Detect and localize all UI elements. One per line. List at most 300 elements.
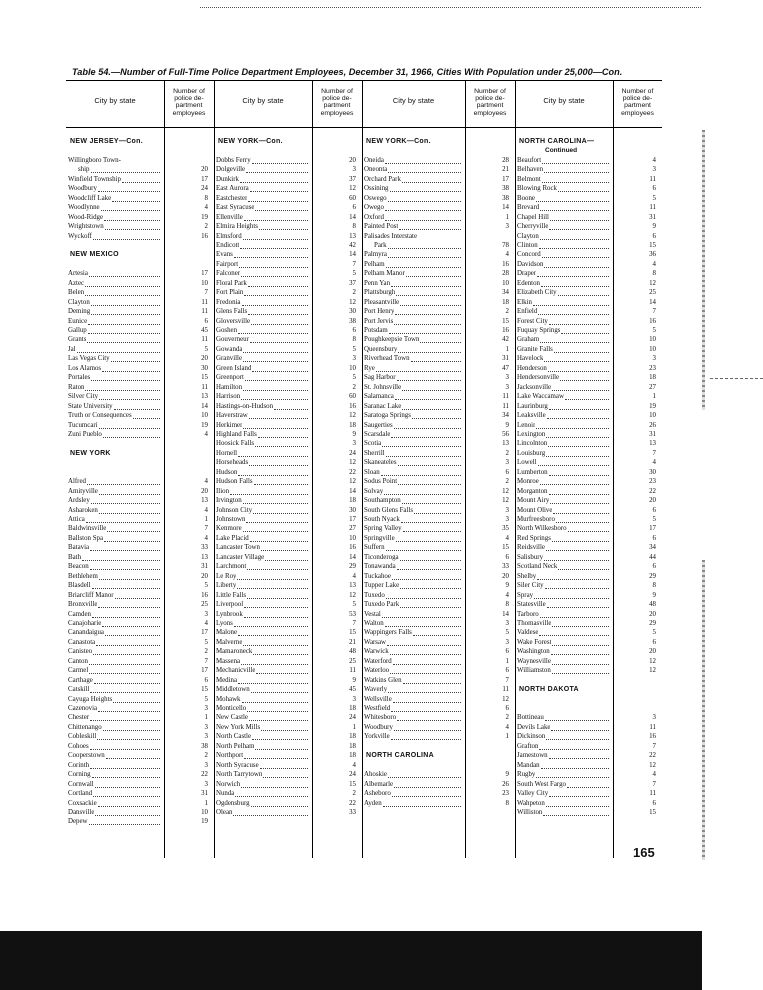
dot-leader <box>244 600 308 608</box>
employee-count: 1 <box>505 345 509 353</box>
employee-count: 14 <box>201 402 208 410</box>
city-name: Southampton <box>364 497 401 505</box>
dot-leader <box>391 704 461 712</box>
dot-leader <box>247 591 308 599</box>
table-row <box>362 572 515 581</box>
city-name: Draper <box>517 270 537 278</box>
dot-leader <box>394 421 461 429</box>
city-name: Hudson <box>216 468 238 476</box>
dot-leader <box>243 232 308 240</box>
dot-leader <box>238 676 308 684</box>
city-name: Canisteo <box>68 648 93 656</box>
dot-leader <box>92 610 160 618</box>
dot-leader <box>248 307 308 315</box>
city-name: Falconer <box>216 270 241 278</box>
city-name: Amityville <box>68 487 98 495</box>
column-header-number <box>613 88 662 117</box>
city-name: Sodus Point <box>364 478 398 486</box>
table-row <box>515 184 662 193</box>
dot-leader <box>545 581 609 589</box>
employee-count: 31 <box>502 355 509 363</box>
city-name: Queensbury <box>364 345 398 353</box>
dot-leader <box>565 392 609 400</box>
city-name: Devils Lake <box>517 723 551 731</box>
city-name: Hoosick Falls <box>216 440 255 448</box>
employee-count: 24 <box>349 449 356 457</box>
table-row <box>515 402 662 411</box>
column-header-line: employees <box>473 109 507 117</box>
dot-leader <box>391 430 461 438</box>
city-name: Salisbury <box>517 553 544 561</box>
table-row <box>66 307 214 316</box>
employee-count: 19 <box>201 421 208 429</box>
employee-count: 22 <box>649 752 656 760</box>
city-name: Williston <box>517 808 543 816</box>
dot-leader <box>552 534 609 542</box>
dot-leader <box>243 383 308 391</box>
city-name: St. Johnsville <box>364 383 402 391</box>
employee-count: 9 <box>505 421 509 429</box>
city-name: North Syracuse <box>216 761 259 769</box>
employee-count: 4 <box>505 251 509 259</box>
city-name: Palmyra <box>364 251 387 259</box>
spacer-row <box>66 146 214 155</box>
employee-count: 11 <box>201 336 208 344</box>
dot-leader <box>106 751 160 759</box>
dot-leader <box>393 657 461 665</box>
city-name: Potsdam <box>364 327 388 334</box>
table-row <box>515 628 662 637</box>
employee-count: 35 <box>502 525 509 533</box>
state-heading <box>515 146 662 155</box>
city-name: Tupper Lake <box>364 582 400 590</box>
dot-leader <box>90 685 160 693</box>
table-row <box>515 335 662 344</box>
employee-count: 5 <box>652 194 656 202</box>
city-name: Floral Park <box>216 279 247 287</box>
employee-count: 18 <box>349 497 356 505</box>
employee-count: 33 <box>502 563 509 571</box>
table-row <box>362 222 515 231</box>
employee-count: 6 <box>352 327 356 334</box>
city-name: Scotland Neck <box>517 563 558 571</box>
table-row <box>362 260 515 269</box>
dot-leader <box>549 487 609 495</box>
table-row <box>214 439 362 448</box>
employee-count: 8 <box>352 336 356 344</box>
employee-count: 15 <box>502 544 509 552</box>
city-name: Port Jervis <box>364 317 394 325</box>
dot-leader <box>253 647 308 655</box>
dot-leader <box>122 175 160 183</box>
city-name: Norwich <box>216 780 241 788</box>
city-name: Baldwinsville <box>68 525 107 533</box>
dot-leader <box>388 165 461 173</box>
city-name: Walton <box>364 619 384 627</box>
city-name: Orchard Park <box>364 175 401 183</box>
city-name: Reidsville <box>517 544 545 552</box>
employee-count: 10 <box>201 412 208 420</box>
dot-leader <box>536 421 609 429</box>
city-name: Los Alamos <box>68 364 102 372</box>
dot-leader <box>389 326 461 334</box>
city-name: Spring Valley <box>364 525 402 533</box>
city-name: Wake Forest <box>517 638 552 646</box>
table-row <box>214 335 362 344</box>
employee-count: 14 <box>349 553 356 561</box>
table-row <box>515 496 662 505</box>
employee-count: 9 <box>652 591 656 599</box>
city-name: Irvington <box>216 497 242 505</box>
city-name: Glens Falls <box>216 308 248 316</box>
city-name: Oneonta <box>364 166 388 174</box>
table-row <box>362 392 515 401</box>
employee-count: 11 <box>649 175 656 183</box>
table-row <box>66 770 214 779</box>
table-row <box>515 175 662 184</box>
dot-leader <box>98 184 160 192</box>
table-row <box>362 411 515 420</box>
dot-leader <box>391 732 461 740</box>
city-name: Henderson <box>517 364 547 372</box>
column-header-line: partment <box>476 102 504 110</box>
city-name: Forest City <box>517 317 548 325</box>
employee-count: 16 <box>201 591 208 599</box>
employee-count: 5 <box>352 345 356 353</box>
dot-leader <box>243 354 308 362</box>
city-name: New Castle <box>216 714 248 722</box>
employee-count: 4 <box>652 156 656 164</box>
table-row <box>515 666 662 675</box>
city-name: Beacon <box>68 563 89 571</box>
city-name: New York Mills <box>216 723 261 731</box>
employee-count: 5 <box>204 345 208 353</box>
city-name: Grafton <box>517 742 539 750</box>
table-row <box>214 647 362 656</box>
state-heading <box>66 449 214 458</box>
city-name: Cobleskill <box>68 733 97 741</box>
table-row <box>362 704 515 713</box>
employee-count: 7 <box>204 657 208 665</box>
city-name: Zuni Pueblo <box>68 430 102 438</box>
dot-leader <box>103 430 160 438</box>
city-name: Harrison <box>216 393 241 401</box>
dot-leader <box>248 194 308 202</box>
table-row <box>515 260 662 269</box>
city-name: Asheboro <box>364 790 391 798</box>
table-row <box>362 373 515 382</box>
spacer-row <box>362 146 515 155</box>
employee-count: 6 <box>652 232 656 240</box>
city-name: Elmira Heights <box>216 223 258 231</box>
employee-count: 30 <box>649 468 656 476</box>
city-name: Green Island <box>216 364 252 372</box>
table-title: Table 54.—Number of Full-Time Police Department Employees, December 31, 1966, Cities With Population under 25,000—Con. <box>72 67 623 77</box>
table-row <box>362 175 515 184</box>
column-header-line: partment <box>624 102 651 110</box>
city-name: Herkimer <box>216 421 243 429</box>
table-row <box>214 430 362 439</box>
dot-leader <box>89 269 160 277</box>
scan-bottom-margin <box>0 931 702 990</box>
employee-count: 6 <box>505 468 509 476</box>
employee-count: 24 <box>349 714 356 722</box>
table-row <box>515 307 662 316</box>
dot-leader <box>91 373 160 381</box>
city-name: Lynbrook <box>216 610 243 618</box>
table-row <box>66 184 214 193</box>
table-row <box>515 581 662 590</box>
state-heading <box>214 137 362 146</box>
table-row <box>214 213 362 222</box>
dot-leader <box>111 354 160 362</box>
table-row <box>362 345 515 354</box>
dot-leader <box>397 373 461 381</box>
dot-leader <box>548 364 609 372</box>
dot-leader <box>259 222 308 230</box>
employee-count: 16 <box>349 544 356 552</box>
city-name: South West Fargo <box>517 780 566 788</box>
employee-count: 12 <box>502 487 509 495</box>
column-header-city: City by state <box>94 96 136 105</box>
dot-leader <box>413 628 461 636</box>
employee-count: 3 <box>204 733 208 741</box>
employee-count: 6 <box>204 317 208 325</box>
city-name: Mohawk <box>216 695 241 703</box>
column-header-number <box>164 88 214 117</box>
employee-count: 15 <box>349 780 356 788</box>
employee-count: 25 <box>649 289 656 297</box>
table-row <box>214 184 362 193</box>
employee-count: 16 <box>502 260 509 268</box>
dot-leader <box>384 487 461 495</box>
scan-edge-marks <box>702 560 705 860</box>
table-row <box>362 553 515 562</box>
table-row <box>362 430 515 439</box>
state-name: NEW JERSEY—Con. <box>70 138 143 145</box>
employee-count: 16 <box>649 733 656 741</box>
dot-leader <box>536 194 609 202</box>
table-row <box>362 666 515 675</box>
city-name: Palisades Interstate <box>364 232 418 240</box>
table-row <box>214 808 362 817</box>
employee-count: 8 <box>352 223 356 231</box>
table-row <box>214 524 362 533</box>
city-name: Asharoken <box>68 506 98 514</box>
dot-leader <box>246 515 308 523</box>
table-row <box>66 354 214 363</box>
dot-leader <box>543 808 609 816</box>
city-name: Park <box>374 241 387 249</box>
table-row <box>214 487 362 496</box>
dot-leader <box>397 713 461 721</box>
employee-count: 31 <box>201 563 208 571</box>
city-name: Las Vegas City <box>68 355 110 363</box>
employee-count: 15 <box>649 241 656 249</box>
employee-count: 9 <box>505 582 509 590</box>
dot-leader <box>243 345 308 353</box>
table-row <box>515 383 662 392</box>
dot-leader <box>244 213 308 221</box>
table-row <box>214 666 362 675</box>
city-name: Thomasville <box>517 619 552 627</box>
employee-count: 6 <box>352 204 356 212</box>
dot-leader <box>250 335 308 343</box>
table-row <box>362 354 515 363</box>
dot-leader <box>550 496 609 504</box>
table-row <box>515 713 662 722</box>
table-row <box>515 317 662 326</box>
city-name: Attica <box>68 516 85 523</box>
table-row <box>515 279 662 288</box>
table-row <box>214 345 362 354</box>
city-name: Waterford <box>364 657 392 665</box>
city-name: Albemarle <box>364 780 394 788</box>
dot-leader <box>102 619 160 627</box>
dot-leader <box>552 383 609 391</box>
city-name: Woodbury <box>68 185 97 193</box>
employee-count: 11 <box>649 790 656 798</box>
dot-leader <box>385 156 461 164</box>
table-row <box>515 288 662 297</box>
employee-count: 31 <box>649 430 656 438</box>
dot-leader <box>103 723 160 731</box>
table-row <box>362 156 515 165</box>
city-name: Winfield Township <box>68 175 121 183</box>
dot-leader <box>401 515 461 523</box>
city-name: Monticello <box>216 705 247 712</box>
table-row <box>214 203 362 212</box>
city-name: Ahoskie <box>364 771 387 779</box>
city-name: Ardsley <box>68 497 90 505</box>
employee-count: 34 <box>649 544 656 552</box>
employee-count: 22 <box>649 487 656 495</box>
dot-leader <box>567 780 609 788</box>
dot-leader <box>544 553 609 561</box>
column-header-line: employees <box>172 109 206 117</box>
city-name: Middletown <box>216 686 250 694</box>
table-row <box>362 184 515 193</box>
city-name: Kenmore <box>216 525 242 533</box>
table-row <box>66 515 214 524</box>
employee-count: 12 <box>349 478 356 486</box>
table-row <box>362 317 515 326</box>
employee-count: 7 <box>204 525 208 533</box>
city-name: Red Springs <box>517 534 551 542</box>
dot-leader <box>238 326 308 334</box>
dot-leader <box>385 619 461 627</box>
table-row <box>214 269 362 278</box>
dot-leader <box>93 232 160 240</box>
employee-count: 48 <box>649 601 656 609</box>
employee-count: 9 <box>652 223 656 231</box>
employee-count: 23 <box>649 478 656 486</box>
dot-leader <box>544 260 609 268</box>
dot-leader <box>386 543 461 551</box>
dot-leader <box>390 184 461 192</box>
employee-count: 13 <box>502 440 509 448</box>
employee-count: 11 <box>502 402 509 410</box>
dot-leader <box>89 817 160 825</box>
city-name: Woodlynne <box>68 204 100 212</box>
table-row <box>362 165 515 174</box>
employee-count: 16 <box>201 232 208 240</box>
employee-count: 10 <box>201 279 208 287</box>
employee-count: 20 <box>201 572 208 580</box>
table-row <box>214 175 362 184</box>
table-row <box>214 468 362 477</box>
city-name: Cayuga Heights <box>68 695 113 703</box>
column-header-line: Number of <box>321 88 353 95</box>
table-row <box>66 165 214 174</box>
table-row <box>214 695 362 704</box>
employee-count: 6 <box>652 185 656 193</box>
dot-leader <box>91 298 160 306</box>
dot-leader <box>238 449 308 457</box>
table-row <box>362 449 515 458</box>
employee-count: 18 <box>349 752 356 760</box>
employee-count: 1 <box>204 714 208 722</box>
dot-leader <box>388 250 461 258</box>
city-name: Mamaroneck <box>216 648 253 656</box>
employee-count: 12 <box>502 695 509 703</box>
city-name: Saugerties <box>364 421 393 429</box>
dot-leader <box>243 524 308 532</box>
dot-leader <box>247 704 308 712</box>
city-name: Cornwall <box>68 780 94 788</box>
table-row <box>214 383 362 392</box>
employee-count: 9 <box>505 771 509 779</box>
dot-leader <box>95 780 160 788</box>
city-name: Hudson Falls <box>216 478 253 486</box>
table-row <box>66 232 214 241</box>
employee-count: 7 <box>204 289 208 297</box>
dot-leader <box>99 572 160 580</box>
dot-leader <box>99 421 160 429</box>
employee-count: 22 <box>349 799 356 807</box>
employee-count: 17 <box>201 270 208 278</box>
city-name: North Wilkesboro <box>517 525 567 533</box>
table-row <box>214 421 362 430</box>
employee-count: 60 <box>349 393 356 401</box>
city-name: Siler City <box>517 582 544 590</box>
dot-leader <box>394 723 461 731</box>
employee-count: 27 <box>349 525 356 533</box>
city-name: Briarcliff Manor <box>68 591 114 599</box>
employee-count: 5 <box>352 601 356 609</box>
employee-count: 8 <box>505 601 509 609</box>
employee-count: 5 <box>352 374 356 382</box>
employee-count: 3 <box>505 383 509 391</box>
employee-count: 38 <box>502 194 509 202</box>
dot-leader <box>254 477 308 485</box>
employee-count: 4 <box>652 771 656 779</box>
table-row <box>362 543 515 552</box>
table-row <box>362 335 515 344</box>
dot-leader <box>403 676 461 684</box>
city-name: Malverne <box>216 638 243 646</box>
table-row <box>362 723 515 732</box>
city-name: Malone <box>216 629 238 637</box>
table-row <box>362 326 515 335</box>
employee-count: 20 <box>201 487 208 495</box>
employee-count: 4 <box>204 619 208 627</box>
city-name: Medina <box>216 676 238 684</box>
dot-leader <box>243 638 308 646</box>
city-name: Waynesville <box>517 657 551 665</box>
dot-leader <box>546 449 609 457</box>
employee-count: 42 <box>349 241 356 249</box>
